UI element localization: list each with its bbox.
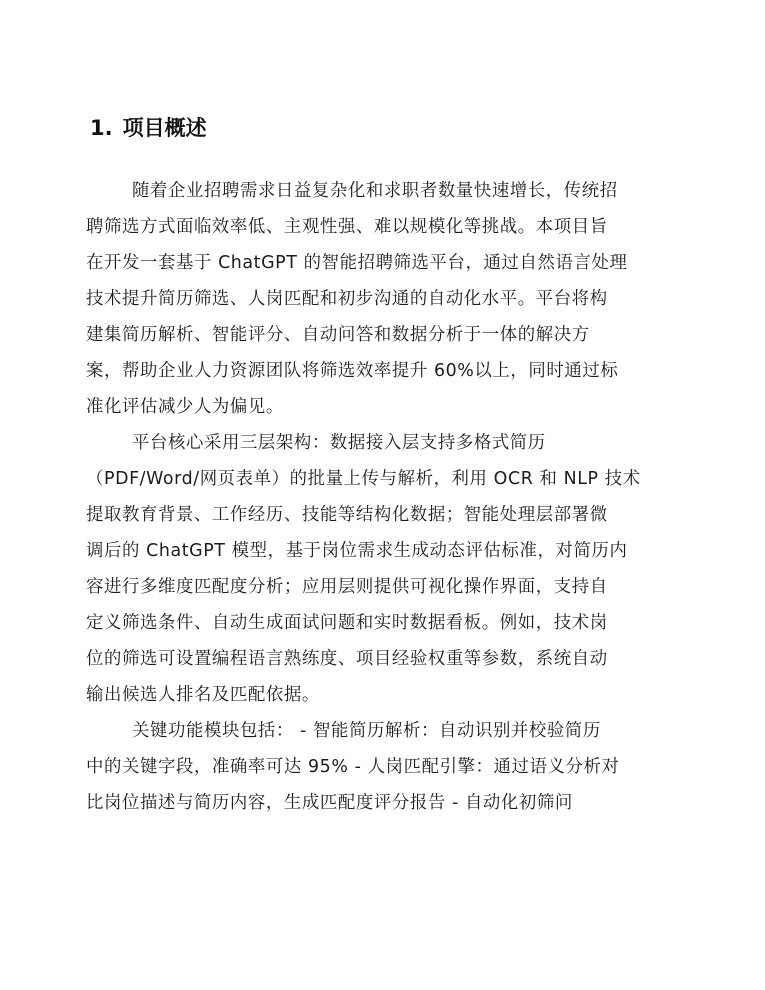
paragraph-line: 建集简历解析、智能评分、自动问答和数据分析于一体的解决方: [86, 325, 590, 345]
paragraph-line: 聘筛选方式面临效率低、主观性强、难以规模化等挑战。本项目旨: [86, 217, 608, 237]
paragraph-line: 输出候选人排名及匹配依据。: [86, 685, 320, 705]
paragraph-line: 容进行多维度匹配度分析；应用层则提供可视化操作界面，支持自: [86, 577, 608, 597]
section-number: 1.: [90, 116, 113, 140]
section-heading: [90, 113, 207, 143]
paragraph-line: 调后的 ChatGPT 模型，基于岗位需求生成动态评估标准，对简历内: [86, 541, 628, 561]
paragraph-line: 案，帮助企业人力资源团队将筛选效率提升 60%以上，同时通过标: [86, 361, 619, 381]
body-text: [86, 173, 686, 821]
paragraph-line: 定义筛选条件、自动生成面试问题和实时数据看板。例如，技术岗: [86, 613, 608, 633]
paragraph-line: 关键功能模块包括： - 智能简历解析：自动识别并校验简历: [132, 721, 601, 741]
paragraph-line: 技术提升简历筛选、人岗匹配和初步沟通的自动化水平。平台将构: [86, 289, 608, 309]
paragraph-line: 位的筛选可设置编程语言熟练度、项目经验权重等参数，系统自动: [86, 649, 608, 669]
section-title: 项目概述: [122, 116, 207, 140]
paragraph-line: 中的关键字段，准确率可达 95% - 人岗匹配引擎：通过语义分析对: [86, 757, 620, 777]
paragraph-line: （PDF/Word/网页表单）的批量上传与解析，利用 OCR 和 NLP 技术: [86, 469, 641, 489]
paragraph-line: 提取教育背景、工作经历、技能等结构化数据；智能处理层部署微: [86, 505, 608, 525]
paragraph-line: 在开发一套基于 ChatGPT 的智能招聘筛选平台，通过自然语言处理: [86, 253, 628, 273]
paragraph-line: 平台核心采用三层架构：数据接入层支持多格式简历: [132, 433, 546, 453]
paragraph-line: 比岗位描述与简历内容，生成匹配度评分报告 - 自动化初筛问: [86, 793, 573, 813]
paragraph-line: 随着企业招聘需求日益复杂化和求职者数量快速增长，传统招: [132, 181, 618, 201]
paragraph-line: 准化评估减少人为偏见。: [86, 397, 284, 417]
